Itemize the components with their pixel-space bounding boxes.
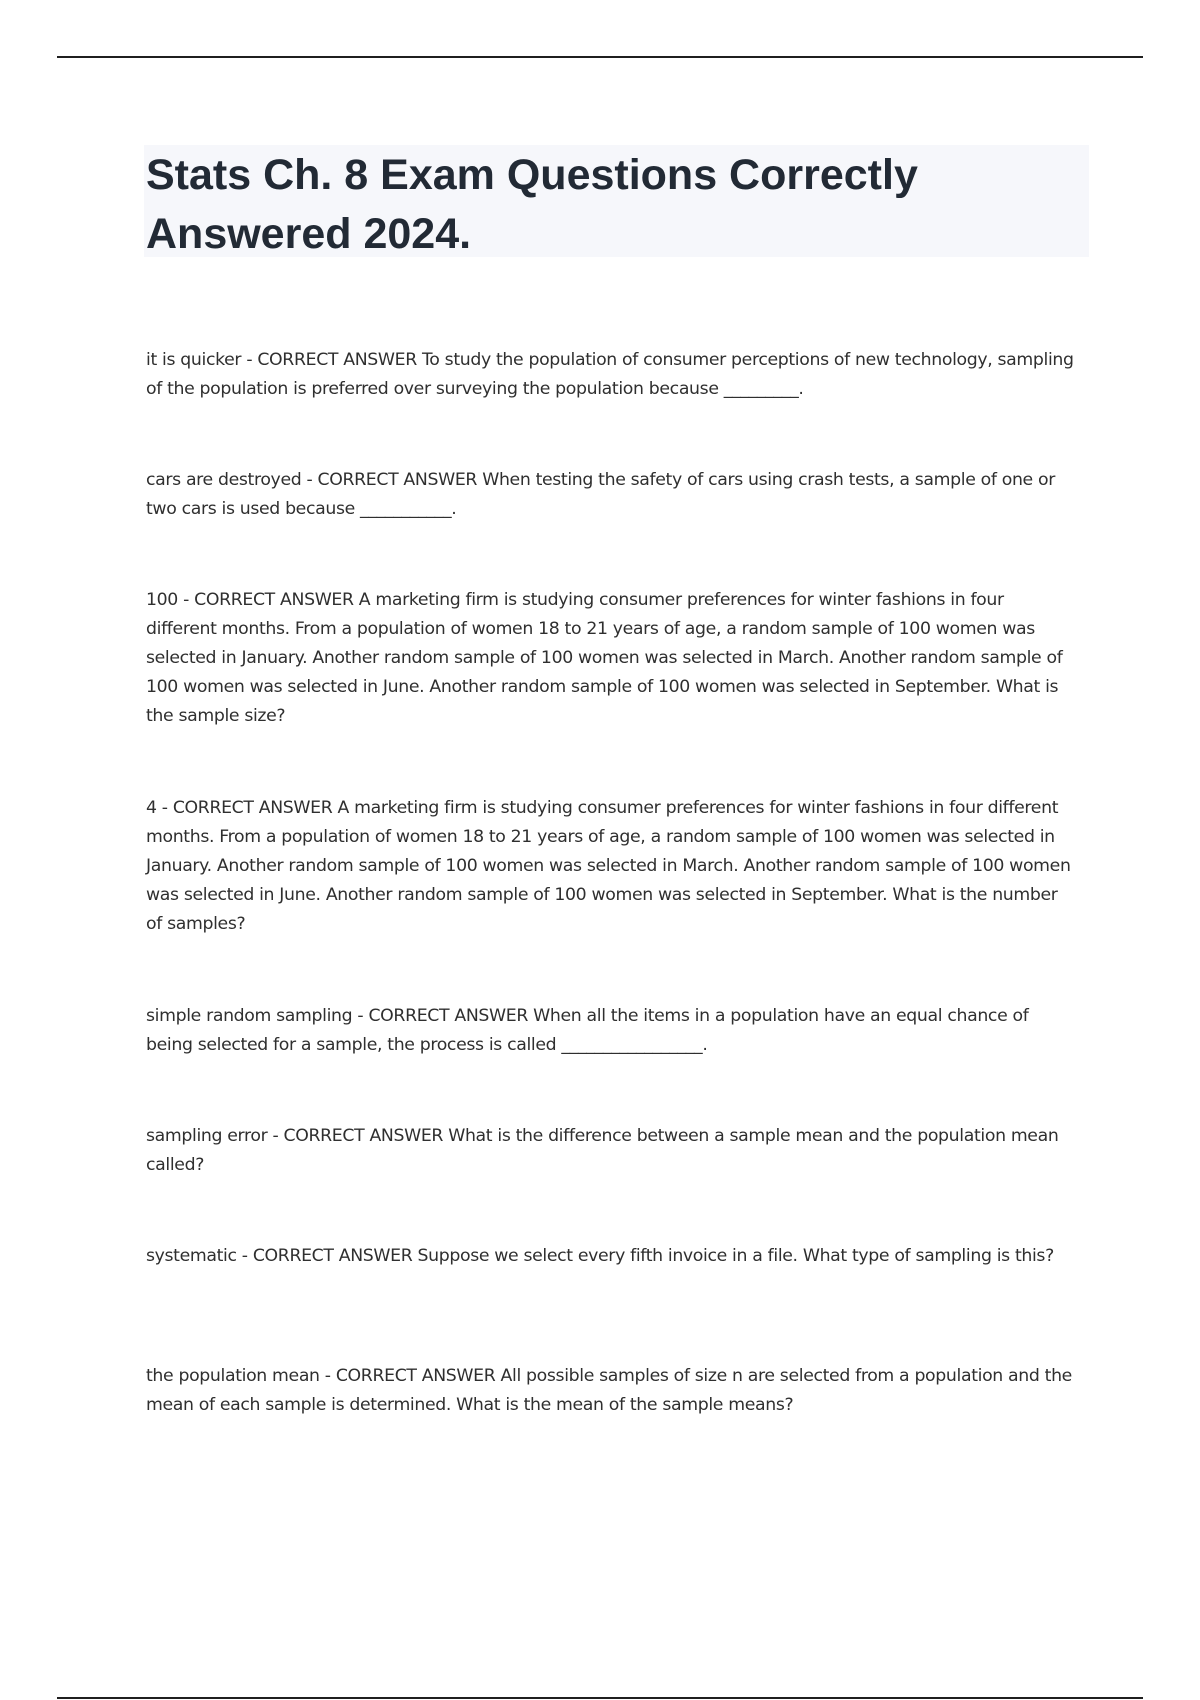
qa-item-2: cars are destroyed - CORRECT ANSWER When testing the safety of cars using crash tests, a sample of one or two cars is used because ___________. [146,470,1055,519]
qa-item-7: systematic - CORRECT ANSWER Suppose we select every fifth invoice in a file. What type of sampling is this? [146,1246,1054,1266]
qa-item-6: sampling error - CORRECT ANSWER What is the difference between a sample mean and the population mean called? [146,1126,1059,1175]
top-rule [57,56,1143,58]
bottom-rule [57,1697,1143,1699]
qa-item-8: the population mean - CORRECT ANSWER All possible samples of size n are selected from a population and the mean of each sample is determined. What is the mean of the sample means? [146,1366,1072,1415]
qa-item-3: 100 - CORRECT ANSWER A marketing firm is studying consumer preferences for winter fashions in four different months. From a population of women 18 to 21 years of age, a random sample of 100 women was selected in January. Another random sample of 100 women was selected in March. Another random sample of 100 women was selected in June. Another random sample of 100 women was selected in September. What is the sample size? [146,590,1063,726]
qa-item-4: 4 - CORRECT ANSWER A marketing firm is studying consumer preferences for winter fashions in four different months. From a population of women 18 to 21 years of age, a random sample of 100 women was selected in January. Another random sample of 100 women was selected in March. Another random sample of 100 women was selected in June. Another random sample of 100 women was selected in September. What is the number of samples? [146,798,1071,934]
qa-item-1: it is quicker - CORRECT ANSWER To study the population of consumer perceptions of new technology, sampling of the population is preferred over surveying the population because _________. [146,350,1074,399]
qa-item-5: simple random sampling - CORRECT ANSWER When all the items in a population have an equal chance of being selected for a sample, the process is called _________________. [146,1006,1029,1055]
page-title: Stats Ch. 8 Exam Questions Correctly Answered 2024. [146,151,918,258]
